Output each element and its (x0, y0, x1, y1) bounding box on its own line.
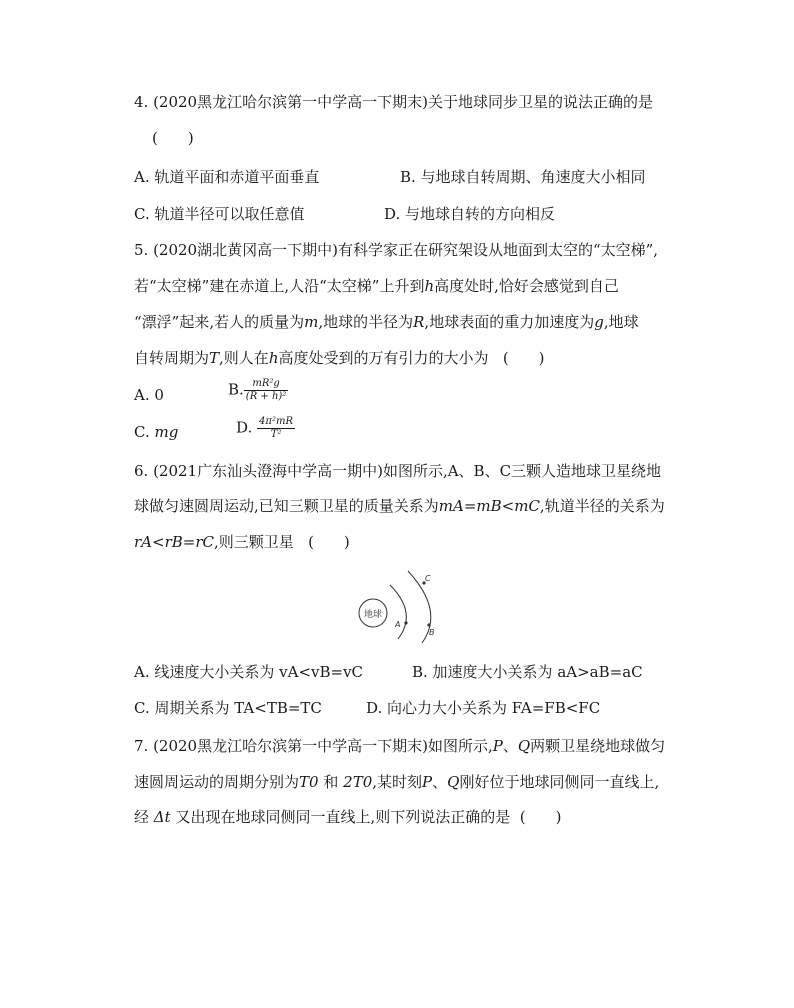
satellite-c-label: C (425, 574, 431, 583)
earth-label: 地球 (363, 610, 383, 620)
q6-line-3: rA<rB=rC,则三颗卫星 ( ) (134, 533, 350, 551)
q7-line-2: 速圆周运动的周期分别为T0 和 2T0,某时刻P、Q刚好位于地球同侧同一直线上, (134, 773, 660, 791)
q4-option-a: A. 轨道平面和赤道平面垂直 (134, 168, 320, 186)
satellite-b-dot (427, 623, 430, 626)
q4-option-c: C. 轨道半径可以取任意值 (134, 205, 305, 223)
q6-option-d: D. 向心力大小关系为 FA=FB<FC (366, 699, 601, 717)
q7-line-3: 经 Δt 又出现在地球同侧同一直线上,则下列说法正确的是 ( ) (134, 808, 562, 826)
q4-option-b: B. 与地球自转周期、角速度大小相同 (400, 168, 646, 186)
satellite-orbit-figure (350, 565, 450, 645)
q7-line-1: 7. (2020黑龙江哈尔滨第一中学高一下期末)如图所示,P、Q两颗卫星绕地球做匀 (134, 737, 666, 755)
q6-option-c: C. 周期关系为 TA<TB=TC (134, 699, 322, 717)
q6-line-2: 球做匀速圆周运动,已知三颗卫星的质量关系为mA=mB<mC,轨道半径的关系为 (134, 497, 665, 515)
q5-line-4: 自转周期为T,则人在h高度处受到的万有引力的大小为 ( ) (134, 349, 545, 367)
q4-stem: 4. (2020黑龙江哈尔滨第一中学高一下期末)关于地球同步卫星的说法正确的是 (134, 93, 653, 111)
q5-option-b: B. $\frac{\text{mR²g}}{\text{(R + h)²}}$ (228, 378, 287, 402)
q5-line-2: 若“太空梯”建在赤道上,人沿“太空梯”上升到h高度处时,恰好会感觉到自己 (134, 277, 619, 295)
q5-option-b-fraction: $\frac{\text{mR²g}}{\text{(R + h)²}}$ (245, 378, 287, 402)
q5-line-3: “漂浮”起来,若人的质量为m,地球的半径为R,地球表面的重力加速度为g,地球 (134, 313, 639, 331)
q6-option-a: A. 线速度大小关系为 vA<vB=vC (134, 663, 364, 681)
q5-option-d: D. $\frac{\text{4π²mR}}{\text{T²}}$ (236, 416, 294, 440)
q5-option-a: A. 0 (134, 386, 164, 404)
q5-option-d-fraction: $\frac{\text{4π²mR}}{\text{T²}}$ (259, 416, 294, 440)
q5-line-1: 5. (2020湖北黄冈高一下期中)有科学家正在研究架设从地面到太空的“太空梯”, (134, 241, 659, 259)
q4-option-d: D. 与地球自转的方向相反 (384, 205, 556, 223)
q4-answer-paren: ( ) (152, 129, 194, 147)
orbit-a-arc (390, 585, 406, 639)
satellite-a-label: A (395, 620, 401, 629)
q6-line-1: 6. (2021广东汕头澄海中学高一期中)如图所示,A、B、C三颗人造地球卫星绕地 (134, 462, 662, 480)
q5-option-c: C. mg (134, 423, 179, 441)
q6-option-b: B. 加速度大小关系为 aA>aB=aC (412, 663, 643, 681)
satellite-a-dot (404, 621, 407, 624)
satellite-b-label: B (429, 628, 435, 637)
